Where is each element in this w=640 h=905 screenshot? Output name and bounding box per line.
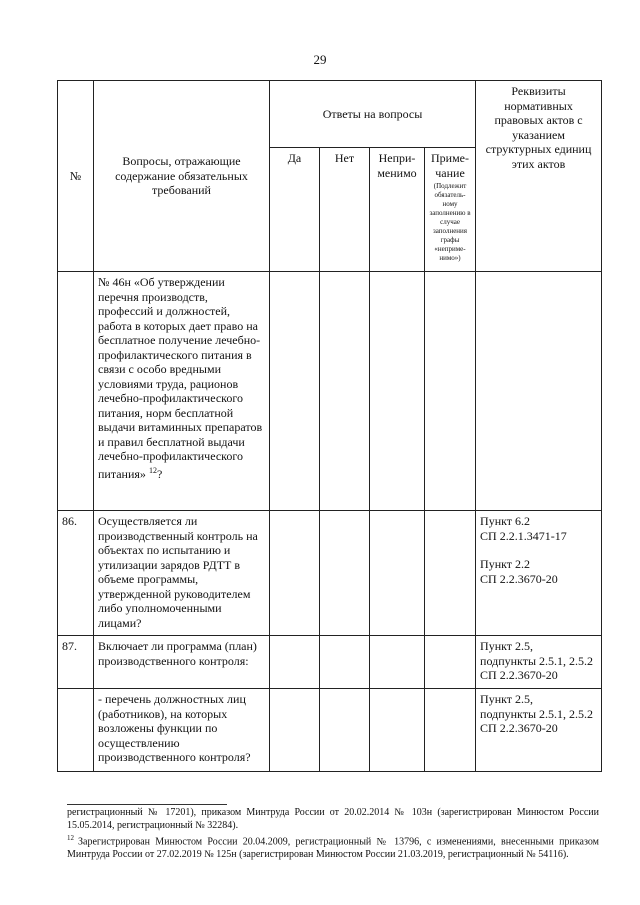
answer-yes-cell: [270, 689, 320, 772]
row-number: 86.: [58, 511, 94, 636]
table-row: [58, 272, 602, 511]
footnote-12-text: Зарегистрирован Минюстом России 20.04.2009, регистрационный № 13796, с изменениями, внесенными приказом Минтруда России от 27.02.2019 № 125н (зарегистрирован Минюстом России 21.03.2019, регистрационный № 54116).: [67, 836, 599, 860]
answer-no-cell: [320, 636, 370, 689]
row-question: Осуществляется ли производственный контроль на объектах по испытанию и утилизации зарядов РДТТ в объеме программы, утвержденной руководителем либо уполномоченными лицами?: [94, 511, 270, 636]
answer-na-cell: [370, 689, 425, 772]
ref-line: подпункты 2.5.1, 2.5.2: [480, 706, 594, 721]
answer-na-cell: [370, 636, 425, 689]
table-row: [58, 636, 602, 689]
row-question-text: № 46н «Об утверждении перечня производств, профессий и должностей, работа в которых дает право на бесплатное получение лечебно-профилактического питания в связи с особо вредными условиями труда, рационов лечебно-профилактического питания, норм бесплатной выдачи витаминных препаратов и правил бесплатной выдачи лечебно-профилактического питания»: [98, 275, 263, 481]
answer-no-cell: [320, 689, 370, 772]
header-row-1: [58, 81, 602, 148]
footnote-divider: [67, 804, 227, 805]
ref-line: Пункт 2.2: [480, 557, 531, 571]
header-no: Нет: [320, 148, 370, 272]
ref-line: СП 2.2.3670-20: [480, 571, 558, 586]
row-refs: [476, 272, 602, 511]
header-note-hint: (Подлежит обязатель-ному заполнению в случае заполнения графы «неприме-нимо»): [429, 182, 471, 262]
row-number: [58, 272, 94, 511]
row-number: [58, 689, 94, 772]
row-question-end: ?: [156, 466, 163, 481]
answer-na-cell: [370, 272, 425, 511]
row-question: [94, 272, 270, 511]
table-row: [58, 511, 602, 636]
requirements-table: [57, 80, 602, 772]
header-not-applicable: Непри-менимо: [370, 148, 425, 272]
footnotes: [67, 807, 599, 861]
header-answers: Ответы на вопросы: [270, 81, 476, 148]
ref-line: СП 2.2.3670-20: [480, 721, 558, 735]
row-question: - перечень должностных лиц (работников), на которых возложены функции по осуществлению производственного контроля?: [94, 689, 270, 772]
footnote-12: [67, 832, 599, 861]
row-refs: [476, 689, 602, 772]
row-refs: [476, 511, 602, 636]
row-question: Включает ли программа (план) производственного контроля:: [94, 636, 270, 689]
ref-gap: [480, 543, 597, 557]
header-question: Вопросы, отражающие содержание обязательных требований: [94, 81, 270, 272]
header-yes: Да: [270, 148, 320, 272]
answer-no-cell: [320, 511, 370, 636]
answer-yes-cell: [270, 636, 320, 689]
answer-note-cell: [425, 689, 476, 772]
answer-na-cell: [370, 511, 425, 636]
footnote-continuation: регистрационный № 17201), приказом Минтруда России от 20.02.2014 № 103н (зарегистрирован Минюстом России 15.05.2014, регистрационный № 32284).: [67, 807, 599, 831]
ref-line: Пункт 2.5,: [480, 692, 534, 706]
answer-no-cell: [320, 272, 370, 511]
footnote-ref: 12: [148, 465, 157, 475]
answer-note-cell: [425, 636, 476, 689]
page-number: 29: [313, 52, 327, 67]
header-requisites: Реквизиты нормативных правовых актов с указанием структурных единиц этих актов: [476, 81, 602, 272]
answer-yes-cell: [270, 511, 320, 636]
header-note: [425, 148, 476, 272]
table-row: [58, 689, 602, 772]
answer-note-cell: [425, 511, 476, 636]
ref-line: СП 2.2.1.3471-17: [480, 528, 567, 543]
answer-note-cell: [425, 272, 476, 511]
header-num: №: [58, 81, 94, 272]
row-number: 87.: [58, 636, 94, 689]
ref-line: подпункты 2.5.1, 2.5.2: [480, 653, 594, 668]
answer-yes-cell: [270, 272, 320, 511]
footnote-12-mark: 12: [67, 834, 74, 842]
header-note-label: Приме-чание: [431, 151, 470, 180]
ref-line: Пункт 6.2: [480, 514, 531, 528]
row-refs: [476, 636, 602, 689]
ref-line: Пункт 2.5,: [480, 639, 534, 653]
ref-line: СП 2.2.3670-20: [480, 668, 558, 682]
